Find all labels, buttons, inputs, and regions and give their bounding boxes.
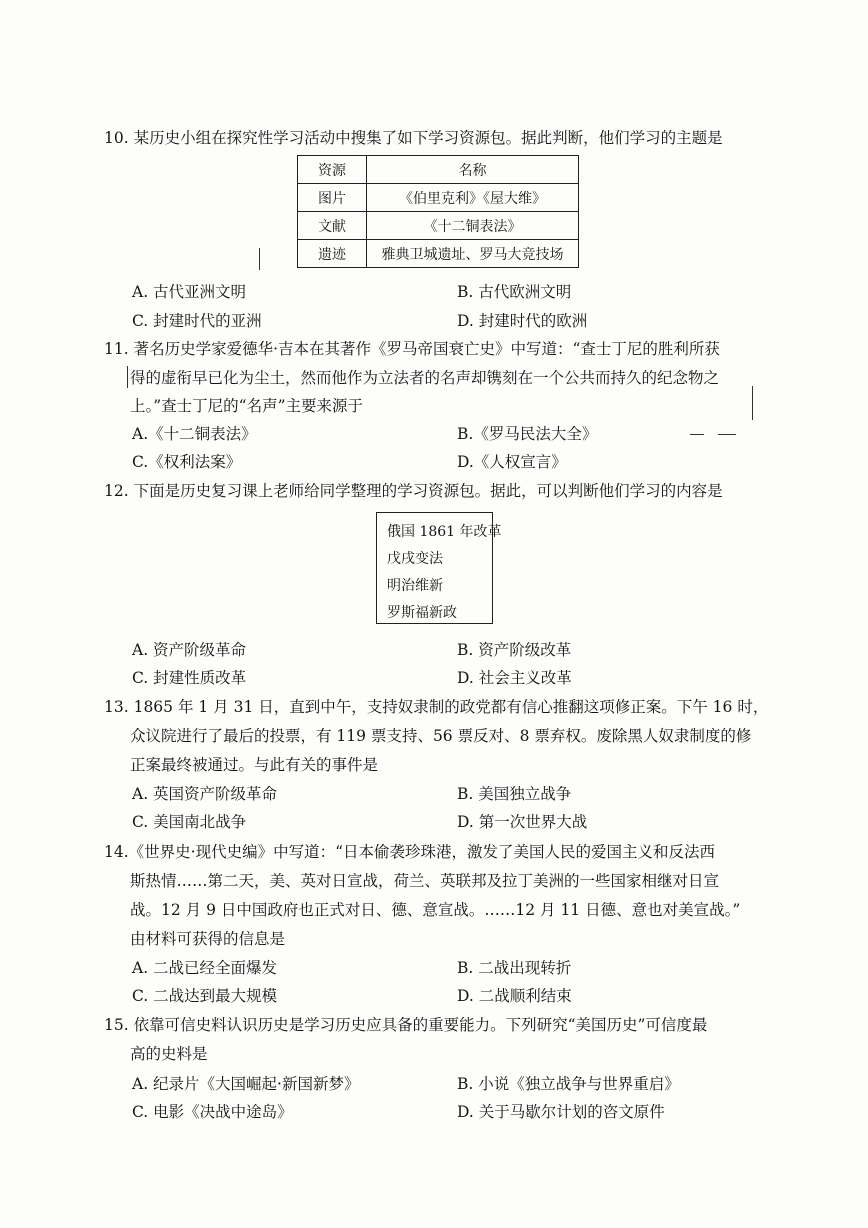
q11-option-d: D.《人权宣言》 [457,453,567,471]
box-item: 戊戌变法 [387,551,443,567]
question-13-stem-line1: 13. 1865 年 1 月 31 日，直到中午，支持奴隶制的政党都有信心推翻这项修正案。下午 16 时， [104,698,769,716]
q14-option-a: A. 二战已经全面爆发 [132,959,278,977]
scan-artifact-dash [718,434,736,435]
question-11-stem-line2: 得的虚衔早已化为尘土，然而他作为立法者的名声却镌刻在一个公共而持久的纪念物之 [130,369,720,387]
question-11-stem-line3: 上。”查士丁尼的“名声”主要来源于 [130,397,364,415]
q10-option-a: A. 古代亚洲文明 [132,283,247,301]
question-10-stem: 10. 某历史小组在探究性学习活动中搜集了如下学习资源包。据此判断，他们学习的主题是 [104,129,723,147]
q12-option-c: C. 封建性质改革 [132,669,247,687]
q12-option-d: D. 社会主义改革 [457,669,572,687]
q14-option-c: C. 二战达到最大规模 [132,987,278,1005]
table-cell: 图片 [298,184,367,212]
q10-option-c: C. 封建时代的亚洲 [132,312,262,330]
question-14-stem-line1: 14.《世界史·现代史编》中写道：“日本偷袭珍珠港，激发了美国人民的爱国主义和反法西 [104,843,716,861]
q11-option-b: B.《罗马民法大全》 [457,425,598,443]
question-15-stem-line1: 15. 依靠可信史料认识历史是学习历史应具备的重要能力。下列研究“美国历史”可信度最 [104,1016,708,1034]
scan-artifact-dash [690,434,704,435]
question-13-stem-line3: 正案最终被通过。与此有关的事件是 [130,756,379,774]
box-item: 罗斯福新政 [387,605,457,621]
table-cell: 文献 [298,212,367,240]
table-row [298,240,579,268]
q13-option-a: A. 英国资产阶级革命 [132,785,278,803]
q13-option-b: B. 美国独立战争 [457,785,572,803]
q13-option-d: D. 第一次世界大战 [457,813,588,831]
q10-option-d: D. 封建时代的欧洲 [457,312,588,330]
question-14-stem-line4: 由材料可获得的信息是 [130,930,286,948]
question-12-stem: 12. 下面是历史复习课上老师给同学整理的学习资源包。据此，可以判断他们学习的内容是 [104,482,723,500]
q11-option-c: C.《权利法案》 [132,453,242,471]
table-cell: 《伯里克利》《屋大维》 [367,184,579,212]
table-cell: 《十二铜表法》 [367,212,579,240]
q12-option-b: B. 资产阶级改革 [457,641,572,659]
q14-option-b: B. 二战出现转折 [457,959,572,977]
question-15-stem-line2: 高的史料是 [130,1045,208,1063]
q15-option-b: B. 小说《独立战争与世界重启》 [457,1075,680,1093]
question-14-stem-line3: 战。12 月 9 日中国政府也正式对日、德、意宣战。……12 月 11 日德、意也对美宣战。” [130,901,741,919]
question-14-stem-line2: 斯热情……第二天，美、英对日宣战，荷兰、英联邦及拉丁美洲的一些国家相继对日宣 [130,872,720,890]
q15-option-a: A. 纪录片《大国崛起·新国新梦》 [132,1075,360,1093]
q13-option-c: C. 美国南北战争 [132,813,247,831]
scan-artifact-line [127,366,128,388]
table-row [298,212,579,240]
q10-option-b: B. 古代欧洲文明 [457,283,572,301]
box-item: 明治维新 [387,578,443,594]
question-13-stem-line2: 众议院进行了最后的投票，有 119 票支持、56 票反对、8 票弃权。废除黑人奴隶制度的修 [130,727,752,745]
table-header-row [298,156,579,184]
table-cell: 雅典卫城遗址、罗马大竞技场 [367,240,579,268]
q15-option-c: C. 电影《决战中途岛》 [132,1103,293,1121]
q12-option-a: A. 资产阶级革命 [132,641,247,659]
table-header-cell: 名称 [367,156,579,184]
table-header-cell: 资源 [298,156,367,184]
box-item: 俄国 1861 年改革 [387,524,502,540]
question-11-stem-line1: 11. 著名历史学家爱德华·吉本在其著作《罗马帝国衰亡史》中写道：“查士丁尼的胜利所获 [104,340,720,358]
resource-table [297,155,579,268]
scan-artifact-line [752,386,753,420]
table-cell: 遗迹 [298,240,367,268]
scan-artifact-line [259,248,260,270]
q14-option-d: D. 二战顺利结束 [457,987,572,1005]
table-row [298,184,579,212]
q11-option-a: A.《十二铜表法》 [132,425,257,443]
q15-option-d: D. 关于马歇尔计划的咨文原件 [457,1103,665,1121]
resource-box [376,512,502,624]
